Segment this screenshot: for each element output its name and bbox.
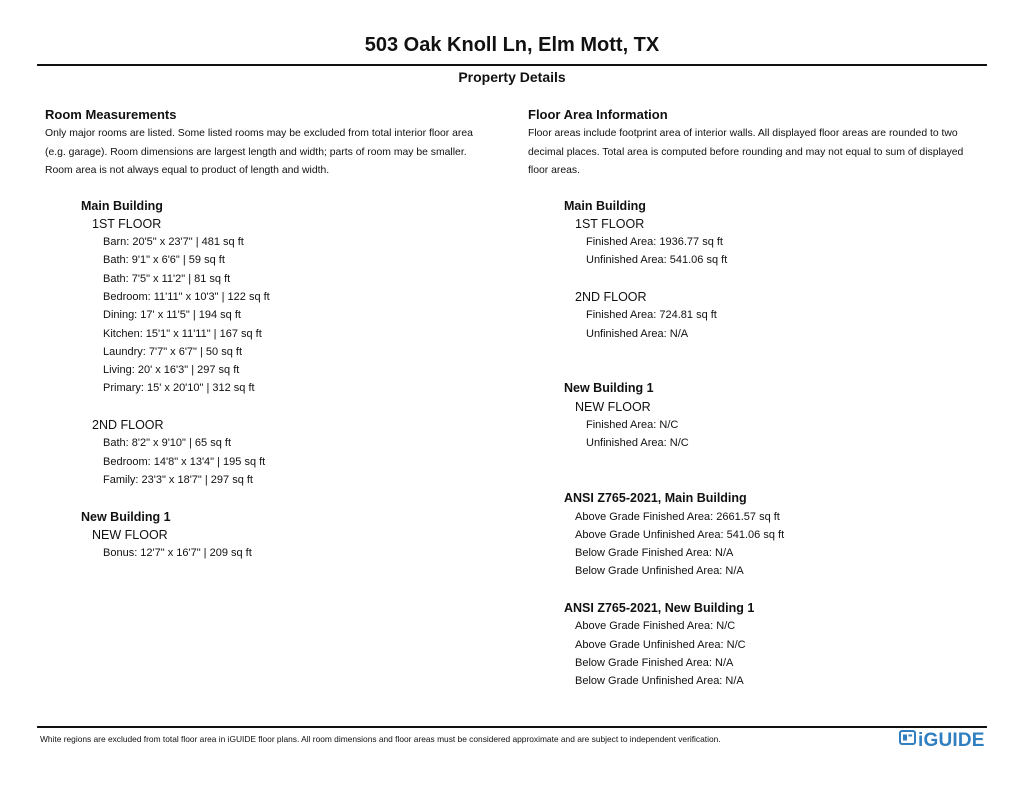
ansi-label: ANSI Z765-2021, New Building 1 bbox=[564, 601, 755, 616]
area-item: Finished Area: N/C bbox=[586, 419, 679, 432]
footer-divider bbox=[37, 726, 987, 728]
floor-label: 2ND FLOOR bbox=[92, 418, 164, 433]
building-label: Main Building bbox=[81, 198, 163, 213]
floor-area-description bbox=[528, 125, 998, 181]
page-title: 503 Oak Knoll Ln, Elm Mott, TX bbox=[364, 34, 660, 56]
ansi-item: Below Grade Unfinished Area: N/A bbox=[575, 565, 744, 578]
room-item: Barn: 20'5" x 23'7" | 481 sq ft bbox=[103, 236, 244, 249]
building-label: Main Building bbox=[564, 198, 646, 213]
floor-label: NEW FLOOR bbox=[92, 527, 168, 542]
room-item: Bedroom: 14'8" x 13'4" | 195 sq ft bbox=[103, 455, 266, 468]
ansi-label: ANSI Z765-2021, Main Building bbox=[564, 491, 747, 506]
ansi-item: Below Grade Finished Area: N/A bbox=[575, 656, 734, 669]
room-item: Bath: 7'5" x 11'2" | 81 sq ft bbox=[103, 272, 231, 285]
ansi-item: Above Grade Unfinished Area: 541.06 sq ft bbox=[575, 528, 785, 541]
floor-label: NEW FLOOR bbox=[575, 399, 651, 414]
description-line: Room area is not always equal to product of length and width. bbox=[45, 165, 330, 176]
room-measurements-section bbox=[45, 106, 505, 562]
iguide-logo-text: iGUIDE bbox=[918, 729, 985, 751]
building-label: New Building 1 bbox=[81, 509, 171, 524]
area-item: Finished Area: 1936.77 sq ft bbox=[586, 236, 723, 249]
footer-disclaimer: White regions are excluded from total floor area in iGUIDE floor plans. All room dimensions and floor areas must be considered approximate and are subject to independent verification. bbox=[40, 734, 721, 744]
floor-label: 2ND FLOOR bbox=[575, 289, 647, 304]
ansi-item: Above Grade Finished Area: N/C bbox=[575, 620, 736, 633]
room-item: Kitchen: 15'1" x 11'11" | 167 sq ft bbox=[103, 327, 262, 340]
floor-label: 1ST FLOOR bbox=[575, 216, 645, 231]
description-line: Floor areas include footprint area of interior walls. All displayed floor areas are rounded to two bbox=[528, 128, 958, 139]
ansi-item: Below Grade Finished Area: N/A bbox=[575, 547, 734, 560]
title-divider bbox=[37, 64, 987, 66]
area-item: Unfinished Area: N/A bbox=[586, 327, 689, 340]
room-measurements-description bbox=[45, 125, 505, 181]
ansi-item: Above Grade Unfinished Area: N/C bbox=[575, 638, 746, 651]
room-measurements-heading: Room Measurements bbox=[45, 107, 177, 122]
description-line: decimal places. Total area is computed before rounding and may not equal to sum of displayed bbox=[528, 146, 964, 158]
room-item: Bath: 9'1" x 6'6" | 59 sq ft bbox=[103, 254, 225, 267]
area-item: Unfinished Area: 541.06 sq ft bbox=[586, 254, 728, 267]
iguide-logo bbox=[899, 729, 985, 752]
building-label: New Building 1 bbox=[564, 381, 654, 396]
area-item: Unfinished Area: N/C bbox=[586, 437, 689, 450]
floor-area-section bbox=[528, 106, 998, 691]
room-item: Family: 23'3" x 18'7" | 297 sq ft bbox=[103, 473, 253, 486]
iguide-logo-icon bbox=[899, 729, 918, 752]
room-item: Laundry: 7'7" x 6'7" | 50 sq ft bbox=[103, 345, 243, 358]
room-item: Living: 20' x 16'3" | 297 sq ft bbox=[103, 364, 240, 377]
description-line: Only major rooms are listed. Some listed rooms may be excluded from total interior floor area bbox=[45, 128, 473, 139]
description-line: (e.g. garage). Room dimensions are largest length and width; parts of room may be smaller. bbox=[45, 146, 467, 158]
ansi-item: Above Grade Finished Area: 2661.57 sq ft bbox=[575, 510, 780, 523]
room-item: Bonus: 12'7" x 16'7" | 209 sq ft bbox=[103, 547, 252, 560]
room-item: Bath: 8'2" x 9'10" | 65 sq ft bbox=[103, 437, 231, 450]
room-item: Primary: 15' x 20'10" | 312 sq ft bbox=[103, 382, 255, 395]
page-subtitle: Property Details bbox=[458, 69, 566, 85]
description-line: floor areas. bbox=[528, 165, 580, 176]
floor-area-heading: Floor Area Information bbox=[528, 107, 668, 122]
room-item: Dining: 17' x 11'5" | 194 sq ft bbox=[103, 309, 241, 322]
ansi-item: Below Grade Unfinished Area: N/A bbox=[575, 675, 744, 688]
room-item: Bedroom: 11'11" x 10'3" | 122 sq ft bbox=[103, 290, 270, 303]
floor-label: 1ST FLOOR bbox=[92, 216, 162, 231]
area-item: Finished Area: 724.81 sq ft bbox=[586, 309, 717, 322]
